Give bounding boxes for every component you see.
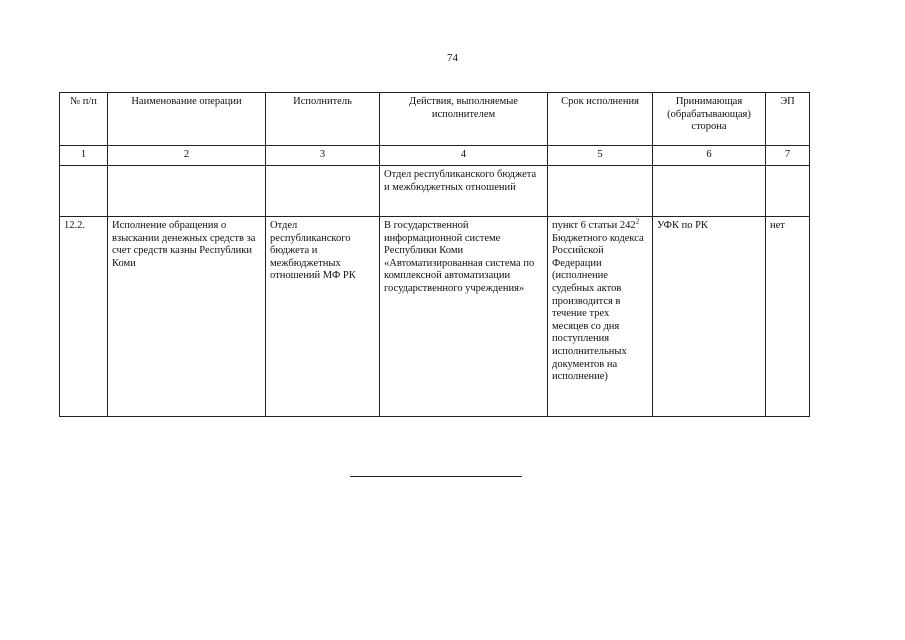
header-operation: Наименование операции bbox=[108, 93, 266, 146]
table-cell bbox=[60, 166, 108, 217]
actions-cell: В государственной информационной системе Республики Коми «Автоматизированная система по комплексной автоматизации государственного учреждения» bbox=[380, 217, 548, 417]
executor-cell: Отдел республиканского бюджета и межбюджетных отношений МФ РК bbox=[266, 217, 380, 417]
column-number: 5 bbox=[548, 146, 653, 166]
end-divider-line bbox=[350, 476, 522, 477]
table-header-row bbox=[60, 93, 810, 146]
table-row-12-2 bbox=[60, 217, 810, 417]
table-cell bbox=[108, 166, 266, 217]
operations-table bbox=[59, 92, 810, 417]
term-prefix: пункт 6 статьи 242 bbox=[552, 220, 636, 231]
term-superscript: 2 bbox=[635, 217, 640, 226]
operation-cell: Исполнение обращения о взыскании денежных средств за счет средств казны Республики Коми bbox=[108, 217, 266, 417]
column-number: 1 bbox=[60, 146, 108, 166]
column-number-row bbox=[60, 146, 810, 166]
receiver-cell: УФК по РК bbox=[653, 217, 766, 417]
page-number: 74 bbox=[447, 52, 458, 64]
term-rest: Бюджетного кодекса Российской Федерации (исполнение судебных актов производится в течение трех месяцев со дня поступления исполнительных документов на исполнение) bbox=[552, 232, 644, 383]
table-row-continuation bbox=[60, 166, 810, 217]
continuation-actions-cell: Отдел республиканского бюджета и межбюджетных отношений bbox=[380, 166, 548, 217]
column-number: 6 bbox=[653, 146, 766, 166]
column-number: 7 bbox=[766, 146, 810, 166]
table-cell bbox=[266, 166, 380, 217]
header-actions: Действия, выполняемые исполнителем bbox=[380, 93, 548, 146]
header-number: № п/п bbox=[60, 93, 108, 146]
header-receiver: Принимающая (обрабатывающая) сторона bbox=[653, 93, 766, 146]
table-cell bbox=[548, 166, 653, 217]
column-number: 3 bbox=[266, 146, 380, 166]
ep-cell: нет bbox=[766, 217, 810, 417]
table-cell bbox=[653, 166, 766, 217]
header-executor: Исполнитель bbox=[266, 93, 380, 146]
column-number: 2 bbox=[108, 146, 266, 166]
term-cell bbox=[548, 217, 653, 417]
header-term: Срок исполнения bbox=[548, 93, 653, 146]
table-cell bbox=[766, 166, 810, 217]
column-number: 4 bbox=[380, 146, 548, 166]
header-ep: ЭП bbox=[766, 93, 810, 146]
row-number-cell: 12.2. bbox=[60, 217, 108, 417]
